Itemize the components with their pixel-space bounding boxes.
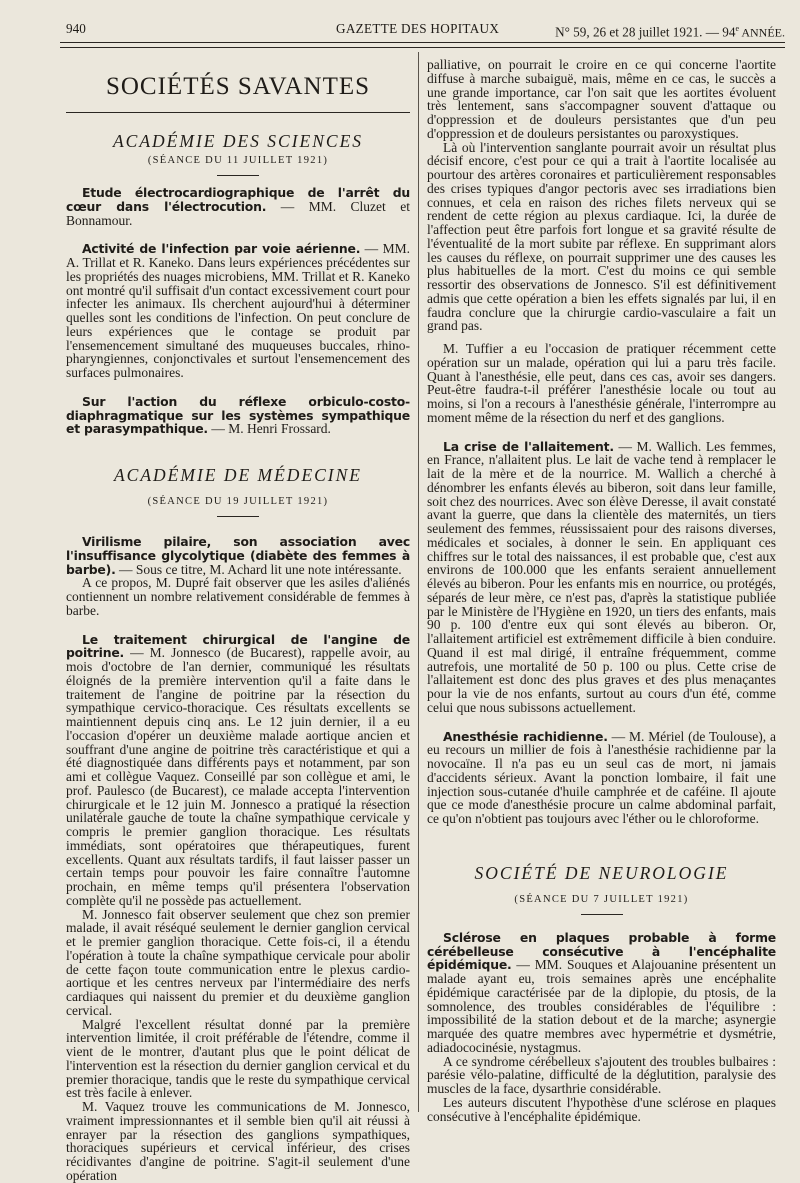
article-body: — Sous ce titre, M. Achard lit une note intéressante. bbox=[115, 561, 402, 577]
paragraph-hypothese: Les auteurs discutent l'hypothèse d'une sclérose en plaques consécutive à l'encéphalite épidémique. bbox=[427, 1094, 776, 1124]
academy-medecine-heading: ACADÉMIE DE MÉDECINE bbox=[113, 465, 362, 485]
medecine-seance-date: (SÉANCE DU 19 JUILLET 1921) bbox=[147, 496, 329, 507]
section-title: SOCIÉTÉS SAVANTES bbox=[105, 73, 371, 100]
article-body: — M. Henri Frossard. bbox=[207, 421, 331, 437]
article-lead: Sur l'action du réflexe orbiculo-costo-diaphragmatique sur les systèmes sympathique et parasympathique. bbox=[66, 393, 410, 437]
article-body: — MM. Cluzet et Bonnamour. bbox=[66, 198, 410, 228]
article-lead: Le traitement chirurgical de l'angine de poitrine. bbox=[66, 631, 410, 661]
article-reflexe bbox=[66, 395, 410, 436]
header-rule bbox=[60, 42, 785, 43]
paragraph-resultat: Malgré l'excellent résultat donné par la première intervention limitée, il croit préférable de l'étendre, comme il vient de le montrer, d'autant plus que le point délicat de l'intervention est la résection du dernier ganglion cervical et du premier thoracique, tandis que le reste du sympathique cervical est très facile à enlever. bbox=[66, 1016, 410, 1101]
paragraph-syndrome: A ce syndrome cérébelleux s'ajoutent des troubles bulbaires : parésie vélo-palatine, difficulté de la déglutition, paralysie des muscles de la face, dysarthrie considérable. bbox=[427, 1053, 776, 1096]
article-lead: Anesthésie rachidienne. bbox=[443, 728, 608, 744]
article-body: — M. Wallich. Les femmes, en France, n'allaitent plus. Le lait de vache tend à remplacer le lait de la mère et de la nourrice. M. Wallich a cherché à dénombrer les enfants élevés au biberon, soit dans leur famille, soit chez des nourrices. Avec son élève Deresse, il avait constaté avant la guerre, que dans la clientèle des maternités, un tiers seulement des femmes, réussissaient pour des raisons diverses, médicales et sociales, à donner le sein. En appliquant ces chiffres sur le total des naissances, il est probable que, c'est aux environs de 100.000 que les enfants seraient annuellement élevés au biberon. Pour les enfants mis en nourrice, ou protégés, séparés de leur mère, ce n'est pas, d'après la statistique publiée par le Ministère de l'Hygiène en 1920, un tiers des enfants, mais 90 p. 100 d'entre eux qui sont élevés au biberon. Or, l'allaitement artificiel est extrêmement difficile à bien conduire. Quand il est mal dirigé, il entraîne fréquemment, comme autrefois, une mortalité de 50 p. 100 ou plus. Cette crise de l'allaitement est donc des plus graves et des plus menaçantes pour la vie de nos enfants, surtout au cours d'un été, comme celui que nous subissons actuellement. bbox=[427, 438, 776, 715]
issue-info bbox=[555, 18, 785, 43]
paragraph-vaquez: M. Vaquez trouve les communications de M. Jonnesco, vraiment impressionnantes et il semble bien qu'il ait réussi à enrayer par la résection des ganglions sympathiques, thoraciques supérieurs et cervical inférieur, des crises récidivantes d'angine de poitrine. S'agit-il seulement d'une opération bbox=[66, 1099, 410, 1183]
left-column bbox=[66, 52, 410, 1183]
article-angine bbox=[66, 633, 410, 908]
journal-title: GAZETTE DES HOPITAUX bbox=[336, 21, 500, 36]
article-lead: Sclérose en plaques probable à forme cérébelleuse consécutive à l'encéphalite épidémique. bbox=[427, 929, 776, 973]
article-body: — M. Jonnesco (de Bucarest), rappelle avoir, au mois d'octobre de l'an dernier, communiqué les résultats éloignés de la première intervention qu'il a faite dans le traitement de l'angine de poitrine par la résection du sympathique cervico-thoracique. Ces résultats excellents se maintiennent depuis cinq ans. Le 12 juin dernier, il a eu l'occasion d'opérer un deuxième malade aortique ancien et souffrant d'une angine de poitrine très caractéristique et qui a été diagnostiquée dans différents pays et notamment, par son ami et collègue Vaquez. Conseillé par son collègue et ami, le prof. Paulesco (de Bucarest), ce malade accepta l'intervention chirurgicale et le 12 juin M. Jonnesco a pratiqué la résection unilatérale gauche de toute la chaîne sympathique cervicale y compris le premier ganglion thoracique. Les résultats immédiats, sont opératoires que thérapeutiques, furent excellents. Quant aux résultats tardifs, il faut laisser passer un certain temps pour pouvoir les faire connaître l'automne prochain, en même temps qu'il présentera l'observation complète qu'il ne possède pas actuellement. bbox=[66, 645, 410, 908]
right-column bbox=[427, 52, 776, 1124]
article-sclerose bbox=[427, 931, 776, 1055]
paragraph-jonnesco: M. Jonnesco fait observer seulement que chez son premier malade, il avait réséqué seulement le dernier ganglion cervical et le premier ganglion thoracique. Cette fois-ci, il a étendu l'opération à toute la chaîne sympathique cervicale pour abolir de cette façon toute communication entre le plexus cardio-aortique et les centres nerveux par l'intermédiaire des nerfs cardiaques qui naissent du premier et du deuxième ganglion cervical. bbox=[66, 906, 410, 1018]
article-body: — MM. Souques et Alajouanine présentent un malade ayant eu, trois semaines après une encéphalite épidémique caractérisée par de la diplopie, du ptosis, de la somnolence, des troubles considérables de l'équilibre : impossibilité de la station debout et de la marche; asynergie marquée des quatre membres avec hypermétrie et dysmétrie, adiadococinésie, nystagmus. bbox=[427, 957, 776, 1055]
article-lead: Activité de l'infection par voie aérienne. bbox=[82, 241, 361, 257]
paragraph-dupre: A ce propos, M. Dupré fait observer que les asiles d'aliénés contiennent un nombre relativement considérable de femmes à barbe. bbox=[66, 575, 410, 618]
page-number: 940 bbox=[66, 21, 86, 36]
paragraph-tuffier: M. Tuffier a eu l'occasion de pratiquer récemment cette opération sur un malade, opération qui lui a paru très facile. Quant à l'anesthésie, elle peut, dans ces cas, avoir ses dangers. Peut-être faudra-t-il préférer l'anesthésie locale ou tout au moins, si l'on a recours à l'anesthésie générale, l'interrompre au moment même de la résection du nerf et des ganglions. bbox=[427, 341, 776, 425]
article-lead: Etude électrocardiographique de l'arrêt du cœur dans l'électrocution. bbox=[66, 185, 410, 214]
article-lead: La crise de l'allaitement. bbox=[443, 438, 614, 454]
neurologie-heading: SOCIÉTÉ DE NEUROLOGIE bbox=[474, 862, 729, 883]
paragraph-intervention: Là où l'intervention sanglante pourrait avoir un résultat plus décisif encore, c'est pour ce qui a trait à l'aortite localisée au pourtour des artères coronaires et particulièrement responsables des crises typiques d'angor pectoris avec ses irradiations bien connues, et cela en raison des riches filets nerveux qui se rendent de cette région au plexus cardiaque. Ici, la durée de l'affection peut être parfois fort longue et sa gravité résulte de l'éventualité de la mort subite par réflexe. En supprimant alors les causes du réflexe, on pourrait supprimer une des causes les plus habituelles de la mort. C'est du moins ce qui semble ressortir des observations de Jonnesco. S'il est définitivement admis que cette opération a bien les effets signalés par lui, il en faudra conclure que la chirurgie cardio-vasculaire a fait un grand pas. bbox=[427, 139, 776, 334]
issue-number: N° 59, 26 et 28 juillet 1921. — 94 bbox=[555, 24, 736, 40]
column-divider bbox=[418, 52, 419, 1112]
header-rule-thin bbox=[60, 47, 785, 48]
article-electrocardiographie bbox=[66, 186, 410, 227]
issue-superscript: e bbox=[735, 24, 739, 33]
neurologie-seance-date: (SÉANCE DU 7 JUILLET 1921) bbox=[514, 893, 689, 905]
article-body: — MM. A. Trillat et R. Kaneko. Dans leurs expériences précédentes sur les propriétés des nuages microbiens, MM. Trillat et R. Kaneko ont montré qu'il suffisait d'un contact excessivement court pour infecter les animaux. Ils cherchent aujourd'hui à déterminer quelles sont les conditions de l'infection. On peut conclure de leurs expériences que le contage se produit par l'ensemencement simultané des muqueuses buccales, rhino-pharyngiennes, conjonctivales et surtout l'ensemencement des surfaces pulmonaires. bbox=[66, 241, 410, 380]
article-virilisme bbox=[66, 535, 410, 576]
sciences-seance-date: (SÉANCE DU 11 JUILLET 1921) bbox=[147, 155, 329, 166]
article-body: — M. Mériel (de Toulouse), a eu recours un millier de fois à l'anesthésie rachidienne par la novocaïne. Il n'a pas eu un seul cas de mort, ni jamais d'accidents sérieux. Avant la ponction lombaire, il fait une injection sous-cutanée d'huile camphrée et de caféine. Il ajoute que ce mode d'anesthésie procure un calme abdominal parfait, ce qu'on n'obtient pas toujours avec l'éther ou le chloroforme. bbox=[427, 728, 776, 826]
academy-sciences-heading: ACADÉMIE DES SCIENCES bbox=[112, 131, 364, 151]
paragraph-palliative: palliative, on pourrait le croire en ce qui concerne l'aortite diffuse à marche subaiguë, mais, même en ce cas, le succès a une grande importance, car l'on sait que les aortites évoluent très lentement, sans s'accompagner souvent d'attaque ou d'oppression et de douleurs persistantes que d'un peu d'oppression et de douleurs persistantes ou paroxystiques. bbox=[427, 57, 776, 141]
article-allaitement bbox=[427, 440, 776, 715]
running-header bbox=[60, 18, 785, 40]
article-lead: Virilisme pilaire, son association avec l'insuffisance glycolytique (diabète des femmes à barbe). bbox=[66, 534, 410, 577]
article-anesthesie bbox=[427, 730, 776, 826]
article-infection-aerienne bbox=[66, 242, 410, 380]
issue-year-label: ANNÉE. bbox=[739, 25, 785, 40]
